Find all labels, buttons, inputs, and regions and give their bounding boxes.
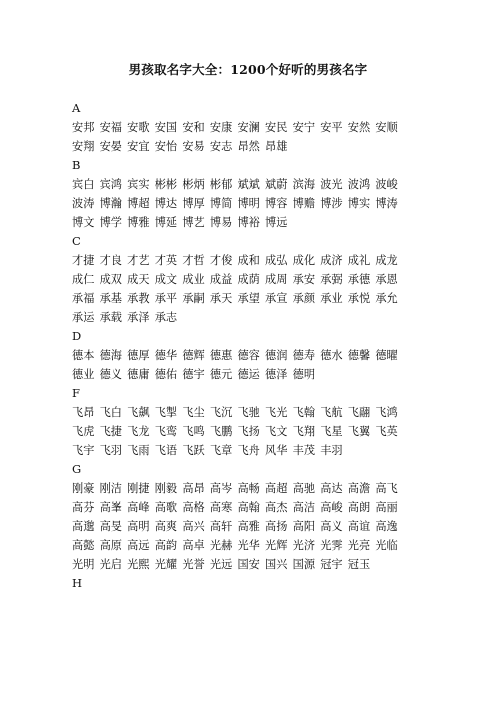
name-item: 高卓 [182, 539, 205, 552]
name-item: 滨海 [292, 178, 316, 191]
name-row [72, 555, 452, 574]
name-item: 德泽 [265, 368, 288, 381]
name-item: 安歌 [127, 121, 150, 134]
name-item: 彬彬 [154, 178, 178, 191]
name-item: 高远 [127, 539, 150, 552]
name-item: 博瀚 [99, 197, 122, 210]
name-item: 光赫 [209, 539, 233, 552]
name-item: 承天 [209, 292, 233, 305]
name-item: 高峻 [320, 501, 343, 514]
name-item: 刚豪 [72, 482, 95, 495]
name-item: 德润 [265, 349, 288, 362]
name-item: 风华 [265, 444, 288, 457]
name-item: 飞翮 [347, 406, 371, 419]
name-item: 飞翔 [292, 425, 316, 438]
name-item: 高洁 [292, 501, 316, 514]
name-item: 高寒 [209, 501, 233, 514]
name-item: 成文 [154, 273, 178, 286]
name-item: 斌斌 [237, 178, 260, 191]
name-item: 承悦 [347, 292, 371, 305]
name-item: 飞昂 [72, 406, 95, 419]
name-item: 宾白 [72, 178, 95, 191]
name-item: 飞沉 [209, 406, 233, 419]
name-item: 国源 [292, 558, 316, 571]
name-item: 承嗣 [182, 292, 205, 305]
name-item: 德运 [237, 368, 260, 381]
name-item: 飞白 [99, 406, 122, 419]
name-item: 高驰 [292, 482, 316, 495]
name-item: 光辉 [265, 539, 288, 552]
name-item: 承德 [347, 273, 371, 286]
name-item: 安晏 [99, 140, 122, 153]
name-item: 安志 [209, 140, 233, 153]
name-row [72, 194, 452, 213]
name-row [72, 289, 452, 308]
name-item: 德厚 [127, 349, 150, 362]
name-item: 博涉 [320, 197, 343, 210]
section-letter: A [72, 101, 81, 115]
name-item: 承志 [154, 311, 178, 324]
name-item: 高韵 [154, 539, 178, 552]
name-item: 宾实 [127, 178, 150, 191]
name-item: 高雅 [237, 520, 260, 533]
name-item: 博学 [99, 216, 122, 229]
name-item: 斌蔚 [265, 178, 288, 191]
name-item: 高爽 [154, 520, 178, 533]
name-item: 成和 [237, 254, 260, 267]
name-item: 安宁 [292, 121, 316, 134]
name-item: 光耀 [154, 558, 178, 571]
name-item: 承允 [375, 292, 398, 305]
name-item: 成业 [182, 273, 205, 286]
name-item: 波涛 [72, 197, 95, 210]
name-item: 飞章 [209, 444, 233, 457]
name-item: 成弘 [265, 254, 288, 267]
name-item: 成礼 [347, 254, 371, 267]
name-item: 承泽 [127, 311, 150, 324]
name-item: 博简 [209, 197, 233, 210]
name-item: 高峰 [127, 501, 150, 514]
name-item: 承载 [99, 311, 122, 324]
name-item: 冠宇 [320, 558, 343, 571]
name-item: 飞星 [320, 425, 343, 438]
name-item: 国兴 [265, 558, 288, 571]
name-item: 飞语 [154, 444, 178, 457]
name-item: 承宣 [265, 292, 288, 305]
name-item: 光誉 [182, 558, 205, 571]
name-row [72, 365, 452, 384]
name-item: 德惠 [209, 349, 233, 362]
name-row [72, 403, 452, 422]
name-item: 飞文 [265, 425, 288, 438]
name-item: 飞光 [265, 406, 288, 419]
name-item: 光临 [375, 539, 398, 552]
section-letter: G [72, 462, 82, 476]
document-title: 男孩取名字大全：1200个好听的男孩名字 [128, 62, 368, 77]
name-row [72, 308, 452, 327]
name-item: 博雅 [127, 216, 150, 229]
name-item: 博文 [72, 216, 95, 229]
name-item: 飞鸣 [182, 425, 205, 438]
name-row [72, 422, 452, 441]
name-item: 飞飙 [127, 406, 150, 419]
name-item: 飞鸿 [375, 406, 398, 419]
name-item: 彬炳 [182, 178, 205, 191]
name-row [72, 270, 452, 289]
name-item: 彬郁 [209, 178, 233, 191]
name-item: 承教 [127, 292, 150, 305]
name-item: 博实 [347, 197, 371, 210]
name-row [72, 441, 452, 460]
name-item: 飞掣 [154, 406, 178, 419]
name-item: 高明 [127, 520, 150, 533]
section-letter: F [72, 386, 80, 400]
name-item: 才俊 [209, 254, 233, 267]
name-item: 飞羽 [99, 444, 122, 457]
name-item: 光霁 [320, 539, 343, 552]
name-item: 博裕 [237, 216, 260, 229]
name-item: 高逸 [375, 520, 398, 533]
name-item: 成化 [292, 254, 316, 267]
name-item: 刚毅 [154, 482, 178, 495]
name-item: 高扬 [265, 520, 288, 533]
name-item: 高昂 [182, 482, 205, 495]
name-item: 德海 [99, 349, 122, 362]
name-item: 安怡 [154, 140, 178, 153]
name-row [72, 213, 452, 232]
name-item: 才良 [99, 254, 122, 267]
name-row [72, 137, 452, 156]
name-item: 光远 [209, 558, 233, 571]
name-row [72, 251, 452, 270]
name-item: 高澹 [347, 482, 371, 495]
name-item: 丰茂 [292, 444, 316, 457]
name-item: 安翔 [72, 140, 95, 153]
name-item: 飞驰 [237, 406, 260, 419]
name-row [72, 346, 452, 365]
name-item: 光亮 [347, 539, 371, 552]
name-item: 飞鹏 [209, 425, 233, 438]
name-item: 波峻 [375, 178, 398, 191]
name-item: 博远 [265, 216, 288, 229]
name-item: 高朗 [347, 501, 371, 514]
name-item: 高谊 [347, 520, 371, 533]
name-item: 才艺 [127, 254, 150, 267]
name-item: 德水 [320, 349, 343, 362]
name-item: 高懿 [72, 539, 95, 552]
name-item: 才哲 [182, 254, 205, 267]
name-item: 高轩 [209, 520, 233, 533]
section-letter: C [72, 234, 81, 248]
name-item: 德华 [154, 349, 178, 362]
name-item: 飞雨 [127, 444, 150, 457]
name-item: 博明 [237, 197, 260, 210]
name-item: 成龙 [375, 254, 398, 267]
name-item: 飞跃 [182, 444, 205, 457]
name-item: 德馨 [347, 349, 371, 362]
name-item: 高峯 [99, 501, 122, 514]
name-item: 高飞 [375, 482, 398, 495]
name-item: 国安 [237, 558, 260, 571]
name-item: 安邦 [72, 121, 95, 134]
name-item: 冠玉 [347, 558, 371, 571]
name-item: 高超 [265, 482, 288, 495]
name-item: 飞虎 [72, 425, 95, 438]
name-row [72, 479, 452, 498]
name-item: 博艺 [182, 216, 205, 229]
name-item: 博延 [154, 216, 178, 229]
name-row [72, 517, 452, 536]
name-item: 承颜 [292, 292, 316, 305]
name-item: 博达 [154, 197, 178, 210]
name-item: 承运 [72, 311, 95, 324]
name-item: 飞航 [320, 406, 343, 419]
name-item: 承福 [72, 292, 95, 305]
name-item: 才英 [154, 254, 178, 267]
name-item: 飞鸾 [154, 425, 178, 438]
name-item: 波光 [320, 178, 343, 191]
name-row [72, 118, 452, 137]
name-item: 昂雄 [265, 140, 288, 153]
name-item: 高旻 [99, 520, 122, 533]
name-item: 波鸿 [347, 178, 371, 191]
name-item: 博易 [209, 216, 233, 229]
name-item: 安顺 [375, 121, 398, 134]
name-item: 安澜 [237, 121, 260, 134]
name-item: 德元 [209, 368, 233, 381]
name-item: 安平 [320, 121, 343, 134]
name-row [72, 175, 452, 194]
name-item: 成益 [209, 273, 233, 286]
name-item: 安和 [182, 121, 205, 134]
name-item: 德业 [72, 368, 95, 381]
name-item: 成济 [320, 254, 343, 267]
name-item: 德庸 [127, 368, 150, 381]
name-item: 德宇 [182, 368, 205, 381]
name-item: 承弼 [320, 273, 343, 286]
name-item: 安国 [154, 121, 178, 134]
name-item: 高义 [320, 520, 343, 533]
name-item: 承基 [99, 292, 122, 305]
name-item: 光华 [237, 539, 260, 552]
name-item: 高杰 [265, 501, 288, 514]
name-item: 承恩 [375, 273, 398, 286]
name-list [72, 99, 452, 593]
name-item: 高畅 [237, 482, 260, 495]
name-item: 高岑 [209, 482, 233, 495]
name-item: 光熙 [127, 558, 150, 571]
name-item: 安福 [99, 121, 122, 134]
name-item: 承业 [320, 292, 343, 305]
name-item: 高原 [99, 539, 122, 552]
name-item: 高翰 [237, 501, 260, 514]
name-item: 飞扬 [237, 425, 260, 438]
name-item: 高兴 [182, 520, 205, 533]
name-item: 飞英 [375, 425, 398, 438]
name-item: 飞捷 [99, 425, 122, 438]
name-item: 高邈 [72, 520, 95, 533]
name-item: 光明 [72, 558, 95, 571]
name-item: 成荫 [237, 273, 260, 286]
name-item: 丰羽 [320, 444, 343, 457]
name-item: 飞尘 [182, 406, 205, 419]
name-item: 安民 [265, 121, 288, 134]
name-item: 安宜 [127, 140, 150, 153]
name-item: 飞翰 [292, 406, 316, 419]
section-letter: D [72, 329, 82, 343]
name-row [72, 498, 452, 517]
name-item: 刚洁 [99, 482, 122, 495]
section-letter: H [72, 576, 83, 590]
name-item: 成天 [127, 273, 150, 286]
name-item: 德义 [99, 368, 122, 381]
name-item: 光济 [292, 539, 316, 552]
name-item: 成双 [99, 273, 122, 286]
name-item: 博涛 [375, 197, 398, 210]
name-item: 承平 [154, 292, 178, 305]
name-item: 成周 [265, 273, 288, 286]
name-item: 才捷 [72, 254, 95, 267]
name-item: 德容 [237, 349, 260, 362]
name-item: 博赡 [292, 197, 316, 210]
name-item: 德辉 [182, 349, 205, 362]
name-item: 高格 [182, 501, 205, 514]
name-item: 高歌 [154, 501, 178, 514]
section-letter: B [72, 158, 81, 172]
name-item: 德寿 [292, 349, 316, 362]
name-item: 飞龙 [127, 425, 150, 438]
name-item: 承望 [237, 292, 260, 305]
name-item: 安然 [347, 121, 371, 134]
name-item: 飞翼 [347, 425, 371, 438]
name-item: 刚捷 [127, 482, 150, 495]
name-item: 博容 [265, 197, 288, 210]
name-item: 光启 [99, 558, 122, 571]
name-item: 昂然 [237, 140, 260, 153]
name-item: 高芬 [72, 501, 95, 514]
name-item: 博超 [127, 197, 150, 210]
name-item: 高丽 [375, 501, 398, 514]
name-row [72, 536, 452, 555]
name-item: 高达 [320, 482, 343, 495]
name-item: 飞舟 [237, 444, 260, 457]
name-item: 德佑 [154, 368, 178, 381]
name-item: 德明 [292, 368, 316, 381]
name-item: 飞宇 [72, 444, 95, 457]
name-item: 德本 [72, 349, 95, 362]
name-item: 承安 [292, 273, 316, 286]
name-item: 安康 [209, 121, 233, 134]
name-item: 高阳 [292, 520, 316, 533]
name-item: 德曜 [375, 349, 398, 362]
name-item: 成仁 [72, 273, 95, 286]
name-item: 安易 [182, 140, 205, 153]
name-item: 博厚 [182, 197, 205, 210]
name-item: 宾鸿 [99, 178, 122, 191]
